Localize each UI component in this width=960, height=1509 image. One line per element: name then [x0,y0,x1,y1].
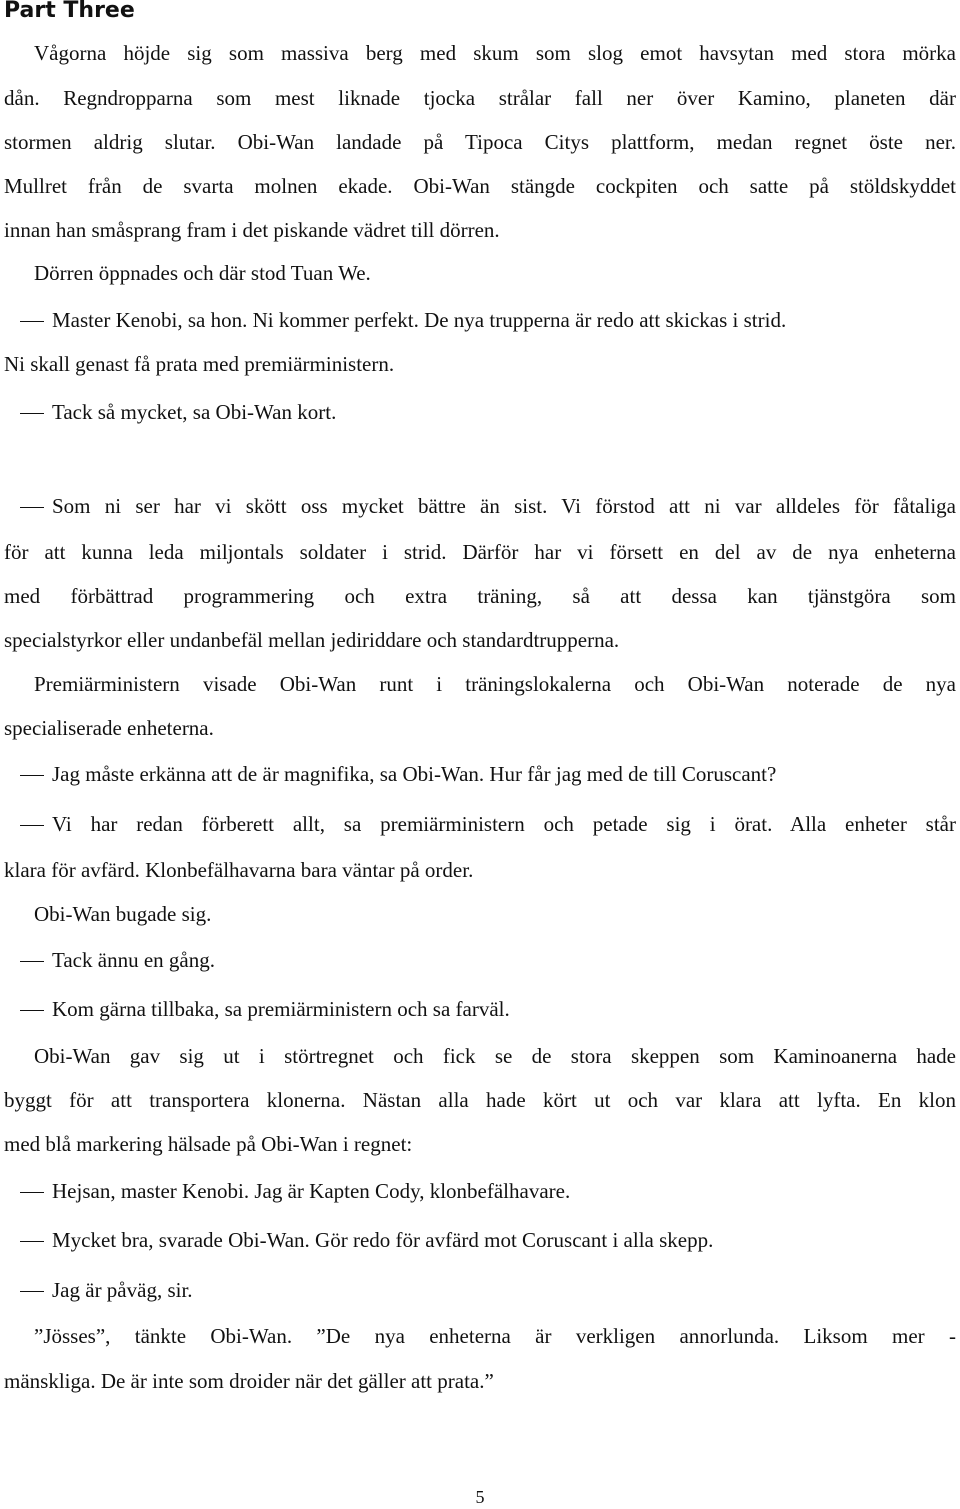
dialogue-text: Tack ännu en gång. [52,948,215,972]
dialogue-text: Mycket bra, svarade Obi-Wan. Gör redo för avfärd mot Coruscant i alla skepp. [52,1228,714,1252]
text-line: mänskliga. De är inte som droider när det gäller att prata.” [4,1369,494,1393]
dialogue-text: Vi har redan förberett allt, sa premiärministern och petade sig i örat. Alla enheter står [52,812,956,836]
page-number: 5 [475,1487,485,1507]
dialogue-line [20,398,956,426]
dialogue-text: Tack så mycket, sa Obi-Wan kort. [52,400,337,424]
text-line: Obi-Wan bugade sig. [34,902,212,926]
dialogue-text: Kom gärna tillbaka, sa premiärministern och sa farväl. [52,997,510,1021]
text-line: Premiärministern visade Obi-Wan runt i träningslokalerna och Obi-Wan noterade de nya [34,672,956,696]
dialogue-line [20,946,956,974]
dialogue-line [20,306,956,334]
text-line: med blå markering hälsade på Obi-Wan i regnet: [4,1132,413,1156]
text-line: specialiserade enheterna. [4,716,214,740]
text-line: innan han småsprang fram i det piskande vädret till dörren. [4,218,500,242]
dialogue-dash [20,825,44,826]
dialogue-line [20,810,956,838]
dialogue-line [20,995,956,1023]
dialogue-dash [20,1291,44,1292]
dialogue-line [20,1276,956,1304]
text-line: Vågorna höjde sig som massiva berg med skum som slog emot havsytan med stora mörka [34,41,956,65]
text-line: specialstyrkor eller undanbefäl mellan jediriddare och standardtrupperna. [4,628,620,652]
dialogue-text: Jag måste erkänna att de är magnifika, sa Obi-Wan. Hur får jag med de till Coruscant? [52,762,777,786]
dialogue-dash [20,1010,44,1011]
dialogue-dash [20,1192,44,1193]
dialogue-dash [20,1241,44,1242]
dialogue-dash [20,775,44,776]
dialogue-text: Jag är påväg, sir. [52,1278,193,1302]
dialogue-dash [20,413,44,414]
text-line: med förbättrad programmering och extra träning, så att dessa kan tjänstgöra som [4,584,956,608]
dialogue-text: Som ni ser har vi skött oss mycket bättre än sist. Vi förstod att ni var alldeles för fåtaliga [52,494,956,518]
dialogue-dash [20,507,44,508]
dialogue-dash [20,961,44,962]
text-line: dån. Regndropparna som mest liknade tjocka strålar fall ner över Kamino, planeten där [4,86,956,110]
dialogue-line [20,1226,956,1254]
dialogue-text: Hejsan, master Kenobi. Jag är Kapten Cody, klonbefälhavare. [52,1179,571,1203]
dialogue-line [20,760,956,788]
dialogue-dash [20,321,44,322]
dialogue-line [20,1177,956,1205]
text-line: ”Jösses”, tänkte Obi-Wan. ”De nya enheterna är verkligen annorlunda. Liksom mer - [34,1324,956,1348]
dialogue-line [20,492,956,520]
text-line: byggt för att transportera klonerna. Nästan alla hade kört ut och var klara att lyfta. En klon [4,1088,956,1112]
text-line: för att kunna leda miljontals soldater i strid. Därför har vi försett en del av de nya enheterna [4,540,956,564]
text-line: Mullret från de svarta molnen ekade. Obi-Wan stängde cockpiten och satte på stöldskyddet [4,174,956,198]
text-line: stormen aldrig slutar. Obi-Wan landade på Tipoca Citys plattform, medan regnet öste ner. [4,130,956,154]
dialogue-text: Master Kenobi, sa hon. Ni kommer perfekt. De nya trupperna är redo att skickas i strid. [52,308,787,332]
text-line: klara för avfärd. Klonbefälhavarna bara väntar på order. [4,858,474,882]
text-line: Dörren öppnades och där stod Tuan We. [34,261,371,285]
text-line: Obi-Wan gav sig ut i störtregnet och fick se de stora skeppen som Kaminoanerna hade [34,1044,956,1068]
text-line: Ni skall genast få prata med premiärministern. [4,352,395,376]
section-heading: Part Three [4,0,135,23]
